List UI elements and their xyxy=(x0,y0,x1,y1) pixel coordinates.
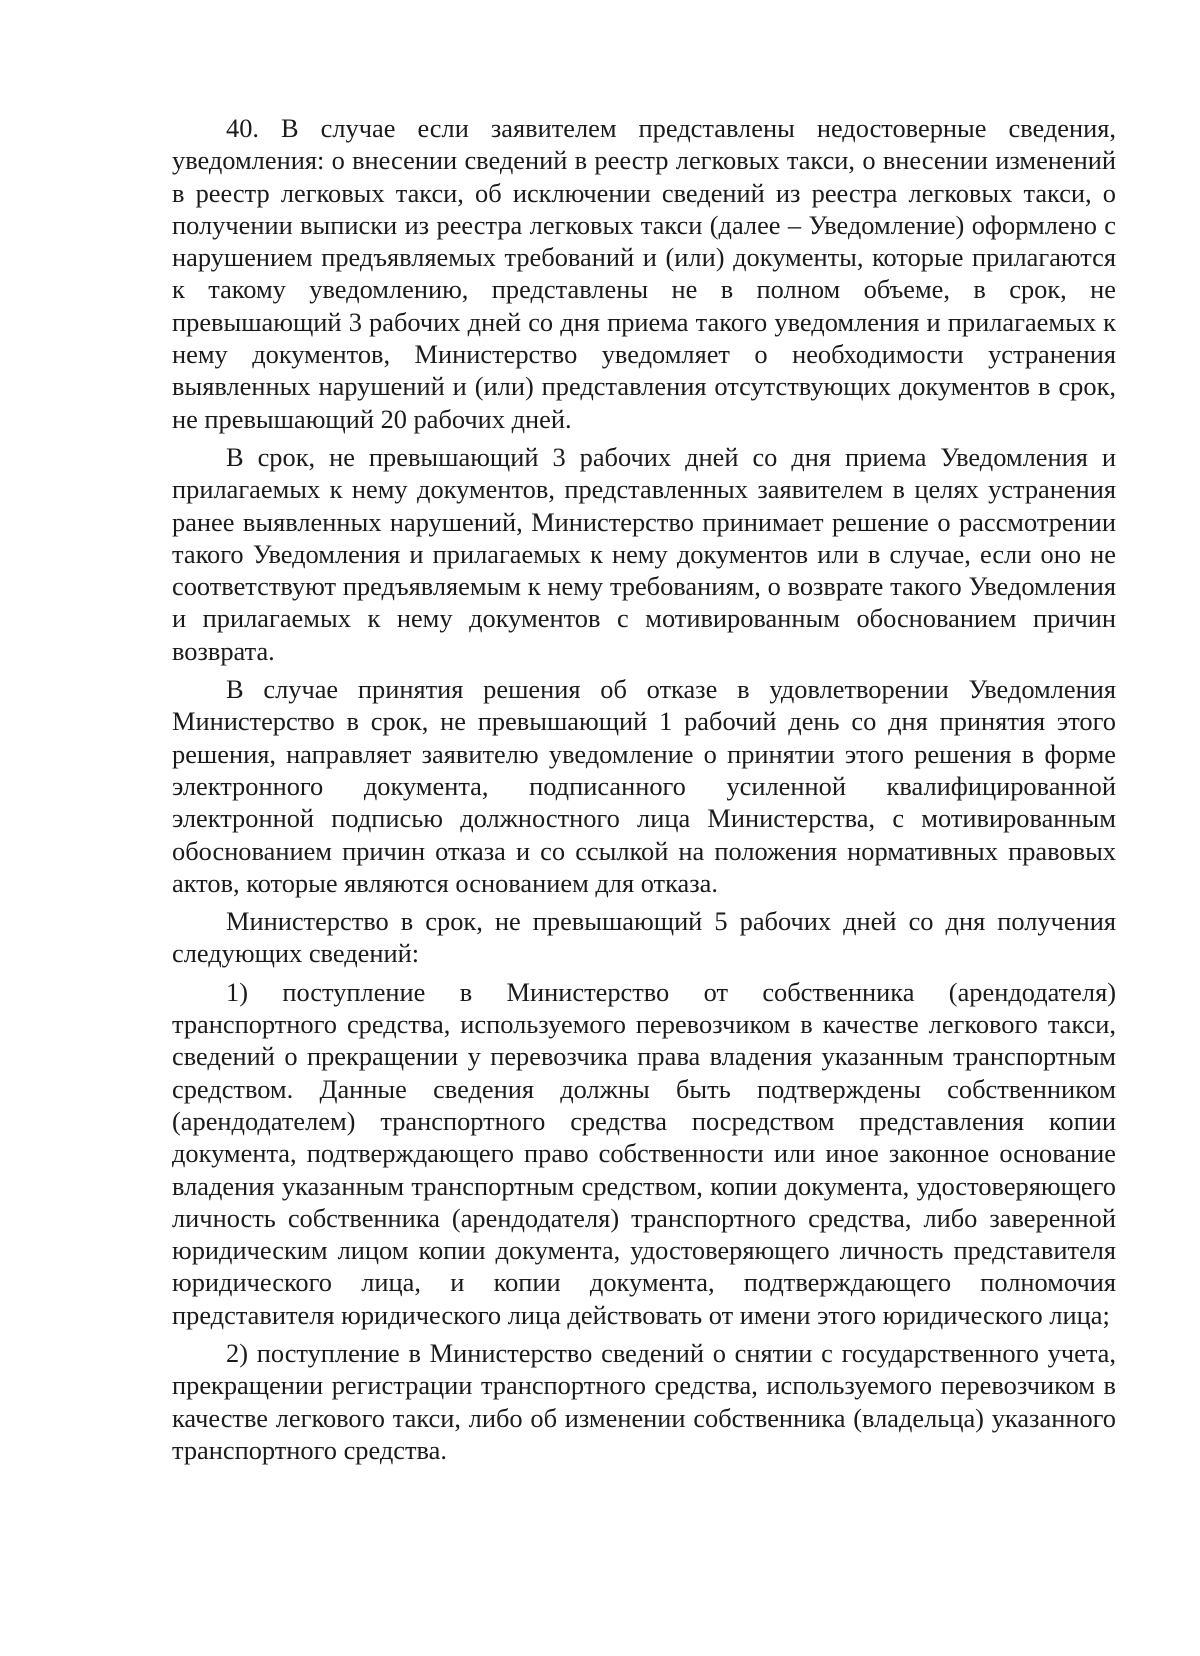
list-item-1: 1) поступление в Министерство от собственника (арендодателя) транспортного средства, используемого перевозчиком в качестве легкового такси, сведений о прекращении у перевозчика права владения указанным транспортным средством. Данные сведения должны быть подтверждены собственником (арендодателем) транспортного средства посредством представления копии документа, подтверждающего право собственности или иное законное основание владения указанным транспортным средством, копии документа, удостоверяющего личность собственника (арендодателя) транспортного средства, либо заверенной юридическим лицом копии документа, удостоверяющего личность представителя юридического лица, и копии документа, подтверждающего полномочия представителя юридического лица действовать от имени этого юридического лица; xyxy=(172,976,1116,1330)
document-body xyxy=(172,112,1116,1466)
list-item-2: 2) поступление в Министерство сведений о снятии с государственного учета, прекращении регистрации транспортного средства, используемого перевозчиком в качестве легкового такси, либо об изменении собственника (владельца) указанного транспортного средства. xyxy=(172,1337,1116,1465)
paragraph-review-deadline: В срок, не превышающий 3 рабочих дней со дня приема Уведомления и прилагаемых к нему документов, представленных заявителем в целях устранения ранее выявленных нарушений, Министерство принимает решение о рассмотрении такого Уведомления и прилагаемых к нему документов или в случае, если оно не соответствуют предъявляемым к нему требованиям, о возврате такого Уведомления и прилагаемых к нему документов с мотивированным обоснованием причин возврата. xyxy=(172,441,1116,666)
paragraph-40: 40. В случае если заявителем представлены недостоверные сведения, уведомления: о внесении сведений в реестр легковых такси, о внесении изменений в реестр легковых такси, об исключении сведений из реестра легковых такси, о получении выписки из реестра легковых такси (далее – Уведомление) оформлено с нарушением предъявляемых требований и (или) документы, которые прилагаются к такому уведомлению, представлены не в полном объеме, в срок, не превышающий 3 рабочих дней со дня приема такого уведомления и прилагаемых к нему документов, Министерство уведомляет о необходимости устранения выявленных нарушений и (или) представления отсутствующих документов в срок, не превышающий 20 рабочих дней. xyxy=(172,113,1116,434)
paragraph-refusal-notice: В случае принятия решения об отказе в удовлетворении Уведомления Министерство в срок, не превышающий 1 рабочий день со дня принятия этого решения, направляет заявителю уведомление о принятии этого решения в форме электронного документа, подписанного усиленной квалифицированной электронной подписью должностного лица Министерства, с мотивированным обоснованием причин отказа и со ссылкой на положения нормативных правовых актов, которые являются основанием для отказа. xyxy=(172,674,1116,898)
paragraph-ministry-deadline: Министерство в срок, не превышающий 5 рабочих дней со дня получения следующих сведений: xyxy=(172,906,1116,969)
